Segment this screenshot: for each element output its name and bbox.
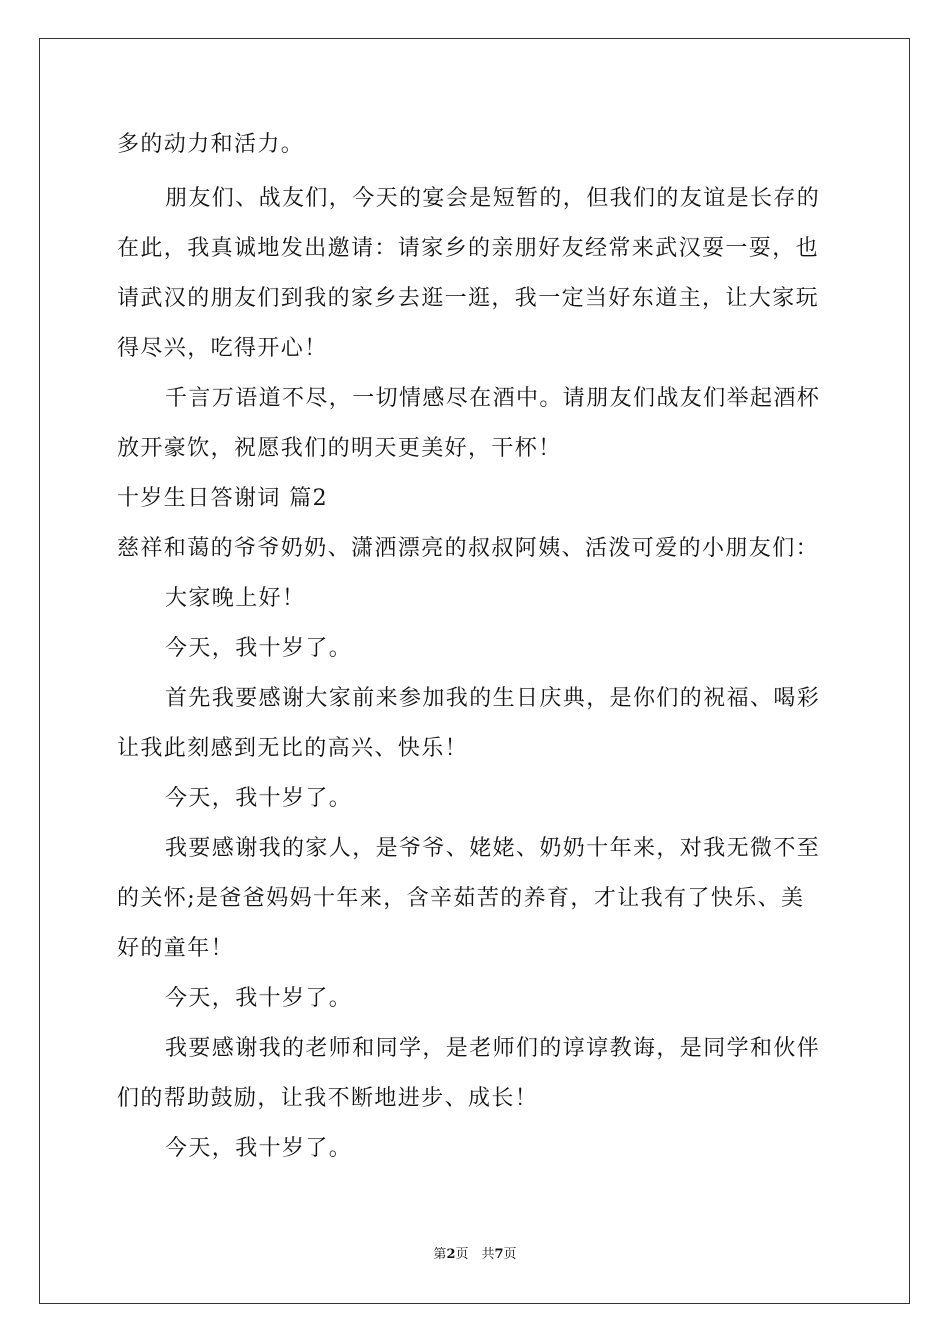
paragraph-start: 朋友们、战友们，今天的宴会是短暂的，但我们的友谊是长存的 (165, 186, 821, 211)
page-prefix: 第 (433, 1247, 447, 1262)
paragraph-start: 首先我要感谢大家前来参加我的生日庆典，是你们的祝福、喝彩 (165, 686, 821, 711)
page-total: 7 (494, 1247, 504, 1262)
page-mid: 页 共 (455, 1247, 495, 1262)
paragraph-start: 千言万语道不尽，一切情感尽在酒中。请朋友们战友们举起酒杯 (165, 386, 821, 411)
text-line: 的关怀;是爸爸妈妈十年来，含辛茹苦的养育，才让我有了快乐、美 (117, 886, 805, 911)
salutation: 慈祥和蔼的爷爷奶奶、潇洒漂亮的叔叔阿姨、活泼可爱的小朋友们： (117, 536, 820, 561)
text-line: 好的童年！ (117, 936, 235, 961)
paragraph-start: 今天，我十岁了。 (165, 986, 353, 1011)
text-line: 们的帮助鼓励，让我不断地进步、成长！ (117, 1086, 539, 1111)
text-line: 让我此刻感到无比的高兴、快乐！ (117, 736, 469, 761)
paragraph-start: 今天，我十岁了。 (165, 1136, 353, 1161)
page-suffix: 页 (503, 1247, 517, 1262)
paragraph-start: 我要感谢我的家人，是爷爷、姥姥、奶奶十年来，对我无微不至 (165, 836, 821, 861)
section-heading: 十岁生日答谢词 篇2 (117, 486, 328, 511)
paragraph-start: 大家晚上好！ (165, 586, 306, 611)
text-line: 多的动力和活力。 (117, 132, 305, 157)
paragraph-start: 今天，我十岁了。 (165, 786, 353, 811)
page-current: 2 (446, 1247, 456, 1262)
paragraph-start: 我要感谢我的老师和同学，是老师们的谆谆教诲，是同学和伙伴 (165, 1036, 821, 1061)
text-line: 放开豪饮，祝愿我们的明天更美好，干杯！ (117, 436, 562, 461)
page-footer (0, 1245, 950, 1265)
text-line: 得尽兴，吃得开心！ (117, 336, 328, 361)
text-line: 请武汉的朋友们到我的家乡去逛一逛，我一定当好东道主，让大家玩 (117, 286, 820, 311)
paragraph-start: 今天，我十岁了。 (165, 636, 353, 661)
text-line: 在此，我真诚地发出邀请：请家乡的亲朋好友经常来武汉耍一耍，也 (117, 236, 820, 261)
